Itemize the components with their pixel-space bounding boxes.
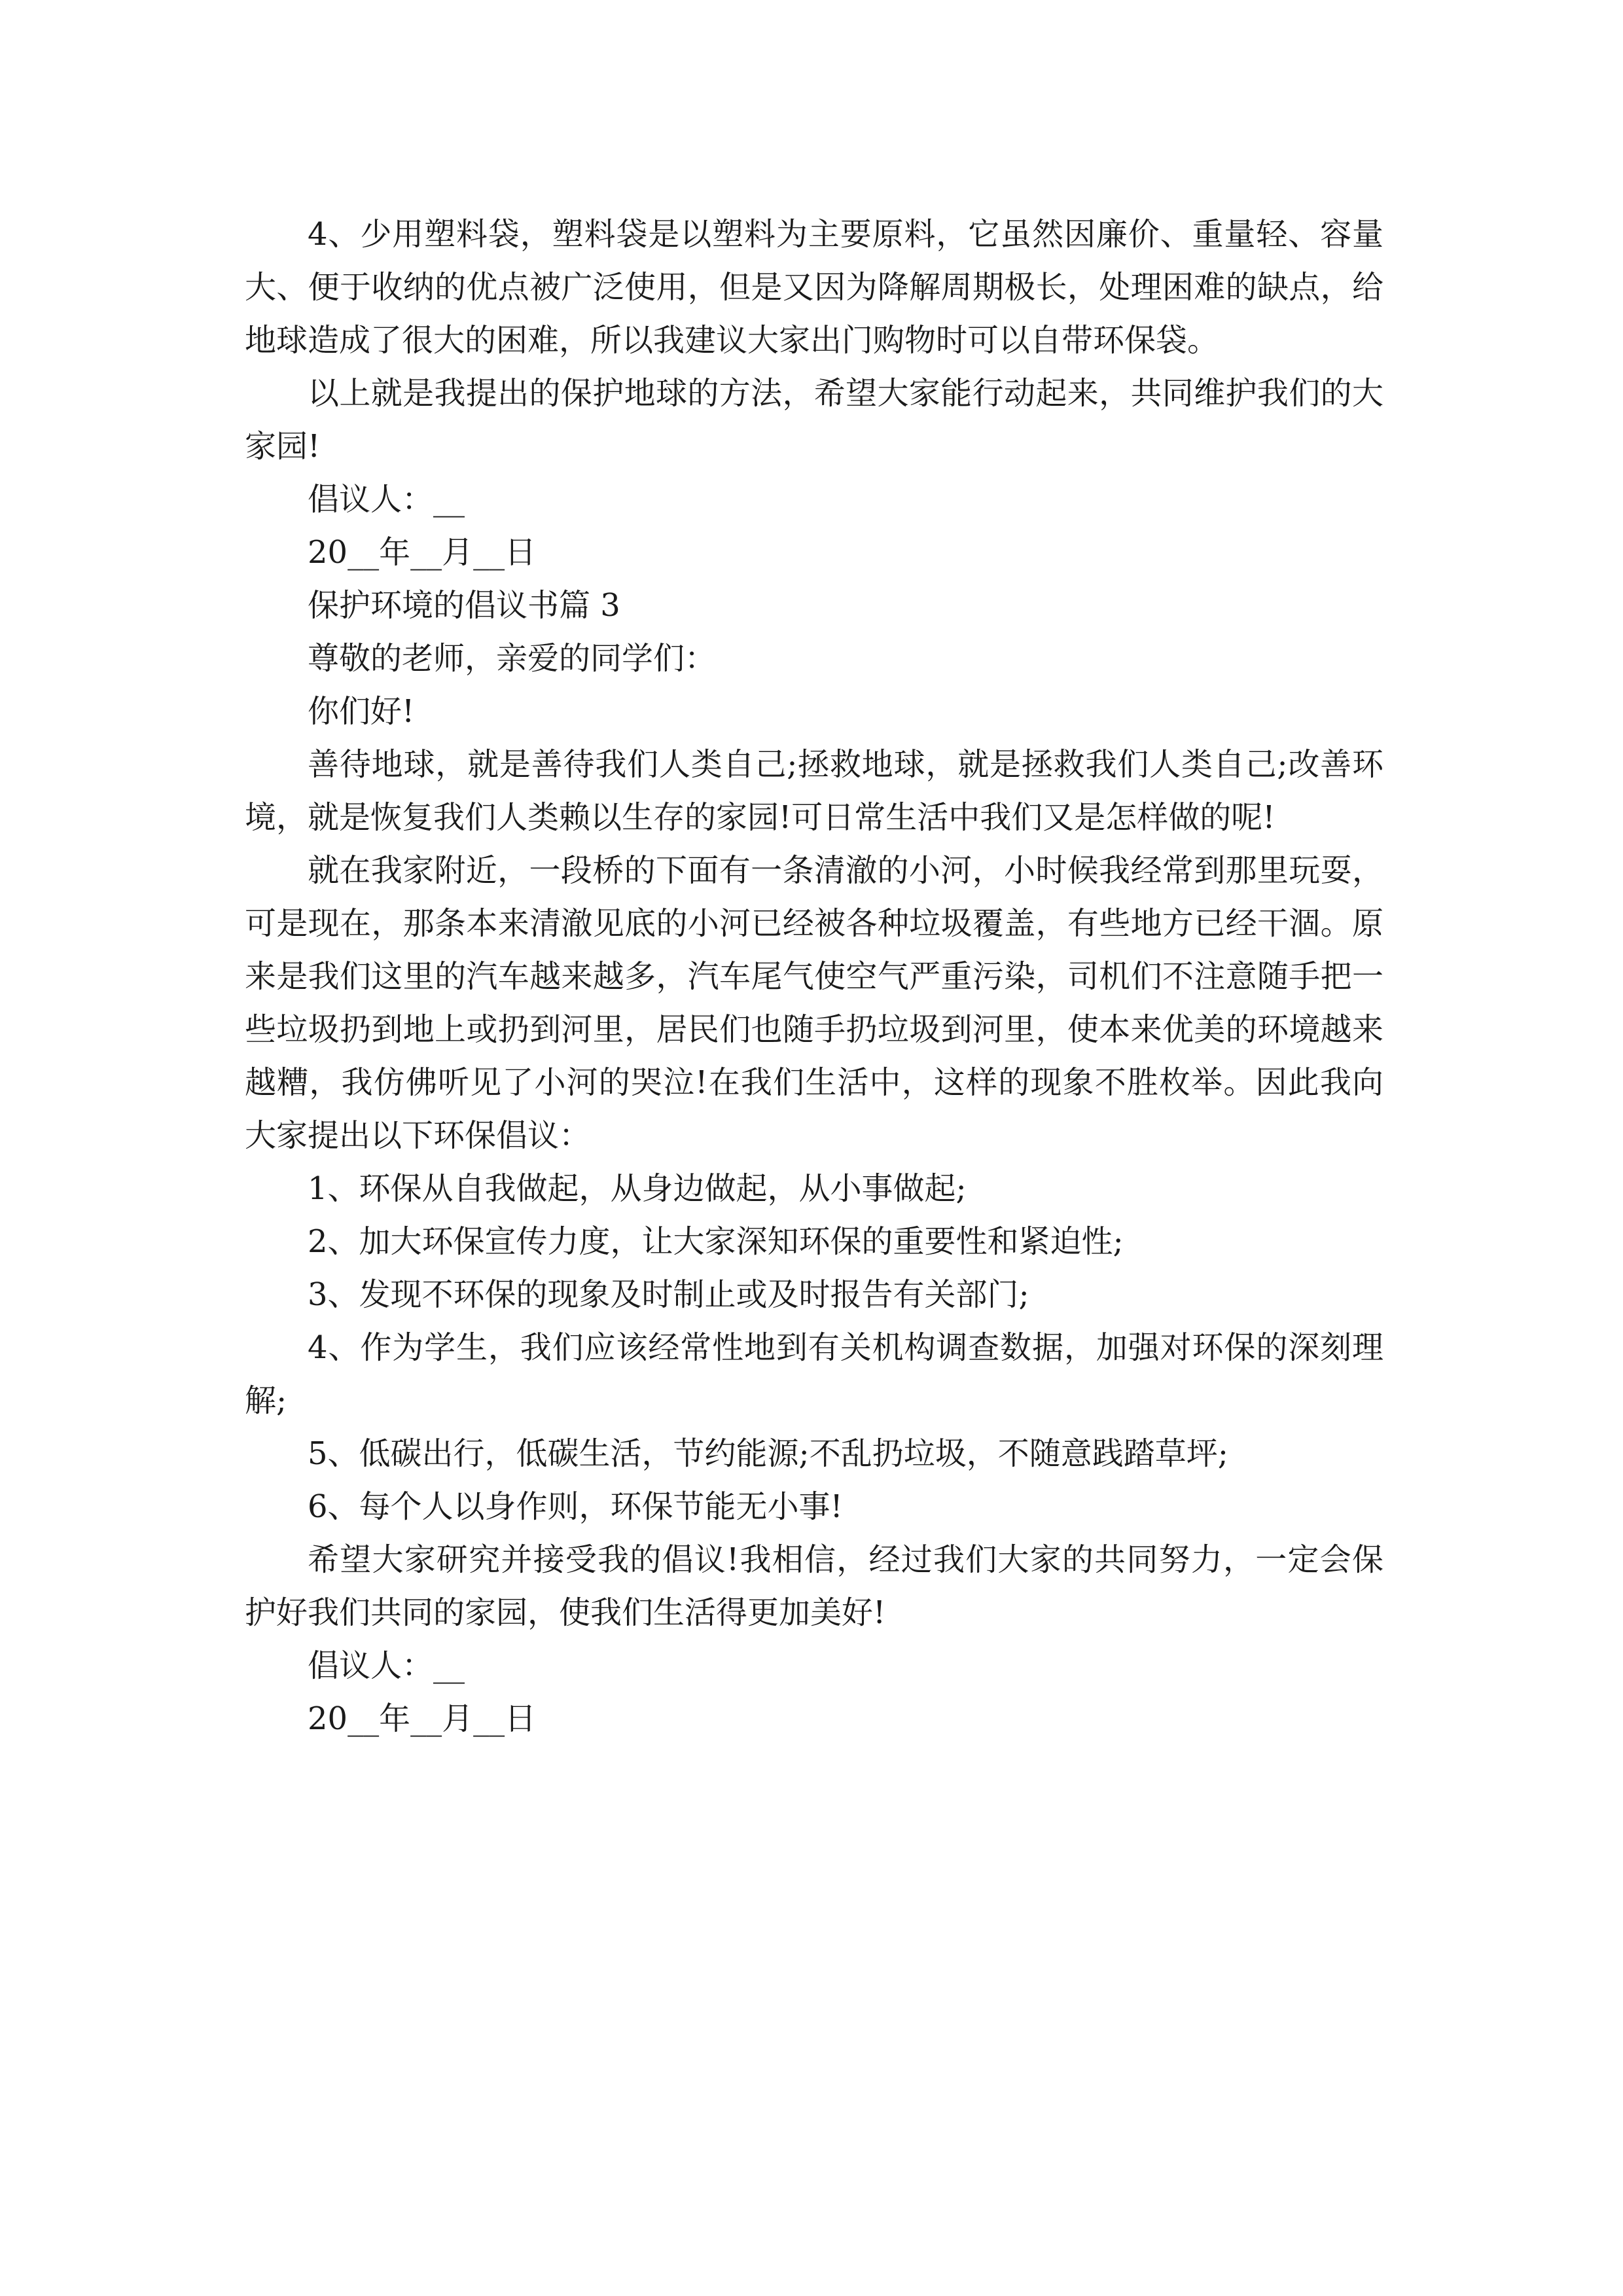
date-line: 20__年__月__日 [308, 534, 537, 571]
paragraph-plastic-bags: 4、少用塑料袋，塑料袋是以塑料为主要原料，它虽然因廉价、重量轻、容量大、便于收纳的优点被广泛使用，但是又因为降解周期极长，处理困难的缺点，给地球造成了很大的困难，所以我建议大家出门购物时可以自带环保袋。 [245, 216, 1383, 359]
date-line: 20__年__月__日 [308, 1700, 537, 1737]
salutation: 尊敬的老师，亲爱的同学们： [308, 640, 717, 677]
proposal-item-4: 4、作为学生，我们应该经常性地到有关机构调查数据，加强对环保的深刻理解; [245, 1329, 1383, 1419]
proposal-item-2: 2、加大环保宣传力度，让大家深知环保的重要性和紧迫性; [308, 1223, 1124, 1260]
proposal-item-1: 1、环保从自我做起，从身边做起，从小事做起; [308, 1170, 967, 1207]
proposal-item-5: 5、低碳出行，低碳生活，节约能源;不乱扔垃圾，不随意践踏草坪; [308, 1435, 1228, 1472]
paragraph-intro: 善待地球，就是善待我们人类自己;拯救地球，就是拯救我们人类自己;改善环境，就是恢复我们人类赖以生存的家园!可日常生活中我们又是怎样做的呢! [245, 746, 1383, 836]
signature-line: 倡议人：__ [308, 1647, 465, 1684]
paragraph-story: 就在我家附近，一段桥的下面有一条清澈的小河，小时候我经常到那里玩耍，可是现在，那条本来清澈见底的小河已经被各种垃圾覆盖，有些地方已经干涸。原来是我们这里的汽车越来越多，汽车尾气使空气严重污染，司机们不注意随手把一些垃圾扔到地上或扔到河里，居民们也随手扔垃圾到河里，使本来优美的环境越来越糟，我仿佛听见了小河的哭泣!在我们生活中，这样的现象不胜枚举。因此我向大家提出以下环保倡议： [245, 852, 1383, 1154]
greeting: 你们好! [308, 693, 415, 730]
proposal-item-3: 3、发现不环保的现象及时制止或及时报告有关部门; [308, 1276, 1029, 1313]
section-title: 保护环境的倡议书篇 3 [308, 587, 620, 624]
paragraph-closing: 希望大家研究并接受我的倡议!我相信，经过我们大家的共同努力，一定会保护好我们共同的家园，使我们生活得更加美好! [245, 1541, 1383, 1631]
document-body [245, 208, 1383, 1746]
signature-line: 倡议人：__ [308, 481, 465, 518]
paragraph-conclusion: 以上就是我提出的保护地球的方法，希望大家能行动起来，共同维护我们的大家园! [245, 375, 1383, 465]
proposal-item-6: 6、每个人以身作则，环保节能无小事! [308, 1488, 843, 1525]
